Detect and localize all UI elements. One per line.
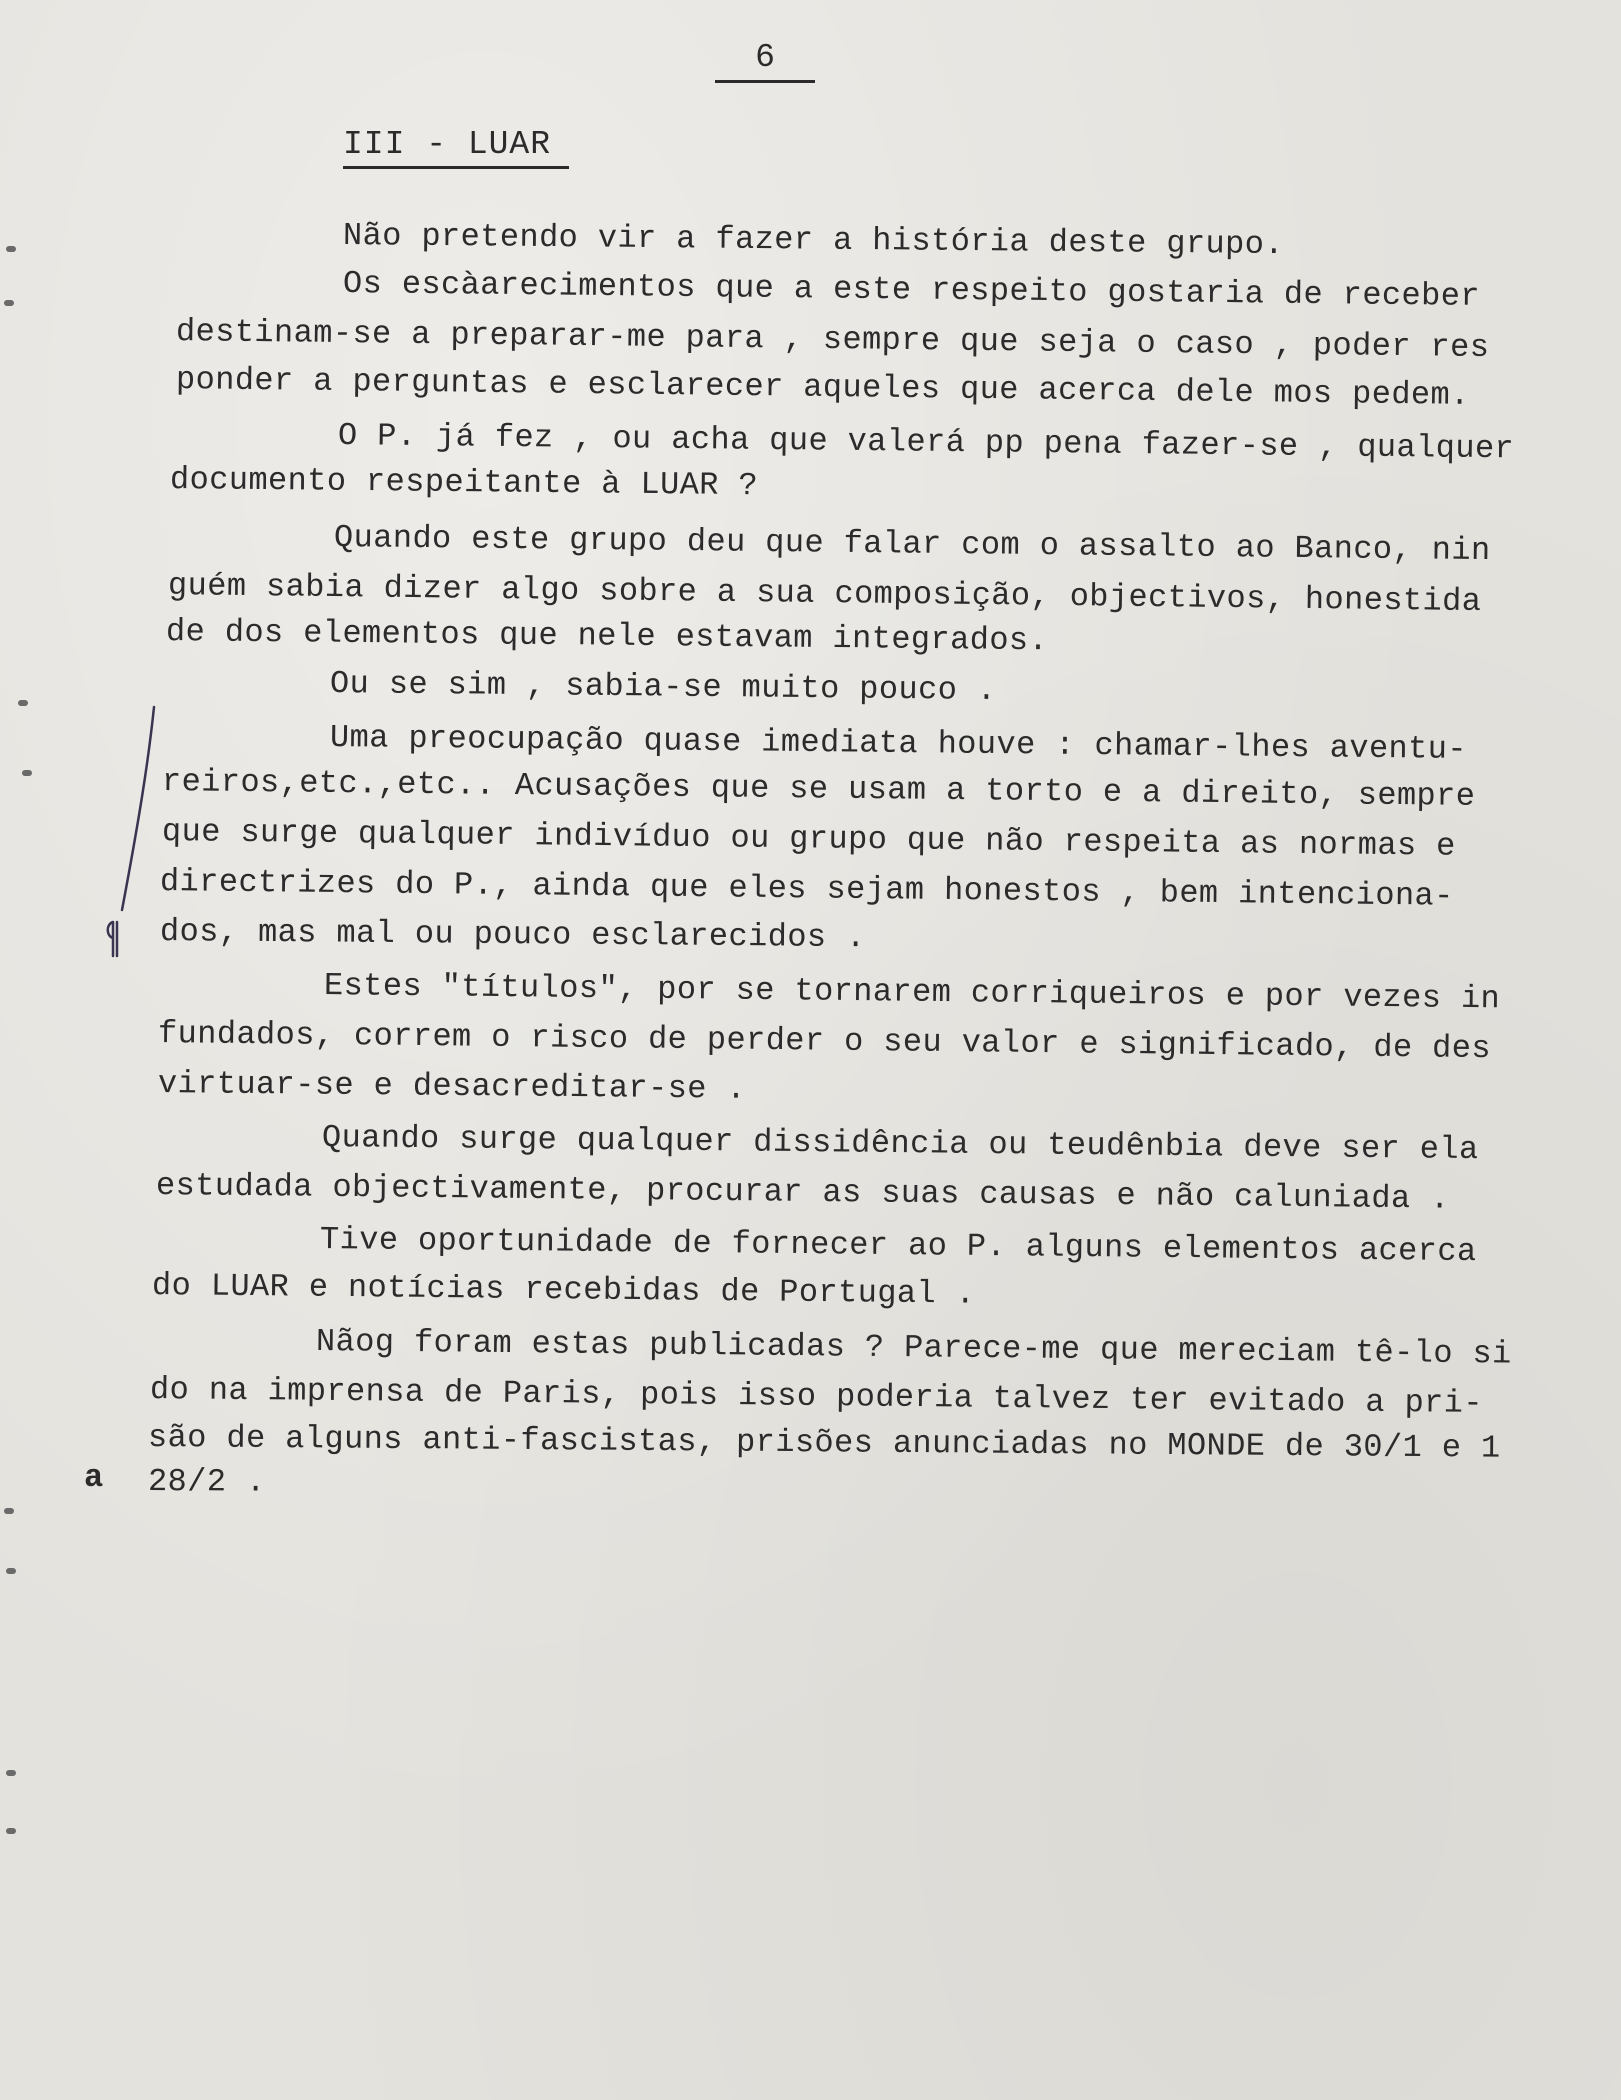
- body-line: são de alguns anti-fascistas, prisões anunciadas no MONDE de 30/1 e 1: [147, 1419, 1501, 1467]
- punch-hole-mark: [6, 1770, 16, 1776]
- pilcrow-mark: [104, 918, 122, 960]
- body-line: Os escàarecimentos que a este respeito gostaria de receber: [342, 265, 1481, 315]
- body-line: Quando este grupo deu que falar com o assalto ao Banco, nin: [333, 519, 1491, 570]
- body-line: 28/2 .: [147, 1463, 266, 1501]
- body-line: do LUAR e notícias recebidas de Portugal .: [151, 1267, 976, 1313]
- body-line: Estes "títulos", por se tornarem corriqueiros e por vezes in: [323, 967, 1501, 1018]
- body-line: reiros,etc.,etc.. Acusações que se usam a torto e a direito, sempre: [161, 763, 1476, 815]
- punch-hole-mark: [6, 1568, 16, 1574]
- punch-hole-mark: [22, 770, 32, 776]
- margin-pen-stroke: [118, 705, 158, 915]
- body-line: virtuar-se e desacreditar-se .: [157, 1065, 747, 1108]
- body-line: dos, mas mal ou pouco esclarecidos .: [159, 913, 866, 957]
- body-line: de dos elementos que nele estavam integrados.: [165, 613, 1049, 660]
- punch-hole-mark: [4, 1508, 14, 1514]
- body-line: Tive oportunidade de fornecer ao P. alguns elementos acerca: [319, 1221, 1477, 1271]
- body-line: destinam-se a preparar-me para , sempre que seja o caso , poder res: [175, 313, 1490, 367]
- body-line: Uma preocupação quase imediata houve : chamar-lhes aventu-: [329, 719, 1468, 768]
- punch-hole-mark: [6, 246, 16, 252]
- body-line: directrizes do P., ainda que eles sejam honestos , bem intenciona-: [159, 863, 1454, 915]
- body-line: Quando surge qualquer dissidência ou teudênbia deve ser ela: [321, 1119, 1479, 1169]
- section-title: III - LUAR: [343, 124, 569, 169]
- punch-hole-mark: [4, 300, 14, 306]
- body-line: O P. já fez , ou acha que valerá pp pena fazer-se , qualquer: [337, 417, 1515, 468]
- body-line: ponder a perguntas e esclarecer aqueles que acerca dele mos pedem.: [175, 361, 1470, 414]
- punch-hole-mark: [6, 1828, 16, 1834]
- body-line: Nãog foram estas publicadas ? Parece-me que mereciam tê-lo si: [315, 1323, 1512, 1373]
- body-line: guém sabia dizer algo sobre a sua composição, objectivos, honestida: [167, 567, 1482, 621]
- margin-annotation: a: [84, 1459, 104, 1496]
- body-line: Não pretendo vir a fazer a história deste grupo.: [342, 217, 1285, 264]
- body-line: documento respeitante à LUAR ?: [169, 461, 759, 505]
- body-line: estudada objectivamente, procurar as suas causas e não caluniada .: [155, 1167, 1450, 1218]
- punch-hole-mark: [18, 700, 28, 706]
- body-line: fundados, correm o risco de perder o seu valor e significado, de des: [157, 1015, 1492, 1068]
- body-line: Ou se sim , sabia-se muito pouco .: [329, 665, 997, 709]
- body-line: do na imprensa de Paris, pois isso poderia talvez ter evitado a pri-: [149, 1371, 1484, 1422]
- page-number: 6: [715, 38, 815, 83]
- body-line: que surge qualquer indivíduo ou grupo que não respeita as normas e: [161, 813, 1456, 865]
